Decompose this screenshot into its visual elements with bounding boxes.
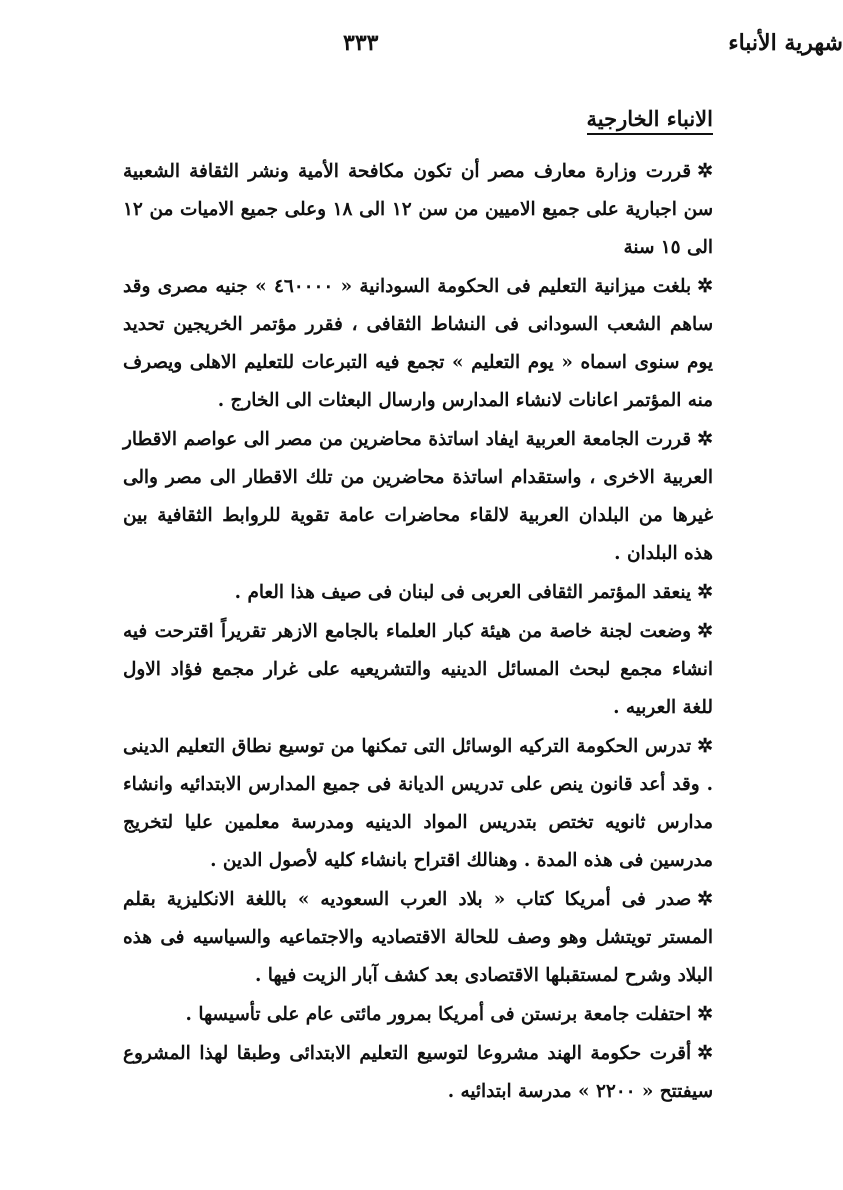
- bullet-star-icon: ✲: [697, 581, 713, 603]
- news-item: [123, 612, 713, 727]
- bullet-star-icon: ✲: [697, 160, 713, 182]
- bullet-star-icon: ✲: [697, 428, 713, 450]
- news-item: [123, 420, 713, 573]
- news-item-text: ينعقد المؤتمر الثقافى العربى فى لبنان فى صيف هذا العام .: [234, 582, 692, 603]
- section-heading: الانباء الخارجية: [587, 106, 713, 135]
- bullet-star-icon: ✲: [697, 735, 713, 757]
- news-item: [123, 267, 713, 420]
- news-item-text: قررت وزارة معارف مصر أن تكون مكافحة الأمية ونشر الثقافة الشعبية سن اجبارية على جميع الاميين من سن ١٢ الى ١٨ وعلى جميع الاميات من ١٢ الى ١٥ سنة: [123, 161, 713, 258]
- news-item-text: بلغت ميزانية التعليم فى الحكومة السودانية « ٤٦٠٠٠٠ » جنيه مصرى وقد ساهم الشعب السودانى فى النشاط الثقافى ، فقرر مؤتمر الخريجين تحديد يوم سنوى اسماه « يوم التعليم » تجمع فيه التبرعات للتعليم الاهلى ويصرف منه المؤتمر اعانات لانشاء المدارس وارسال البعثات الى الخارج .: [123, 276, 713, 411]
- bullet-star-icon: ✲: [697, 1003, 713, 1025]
- news-item: [123, 995, 713, 1034]
- bullet-star-icon: ✲: [697, 1042, 713, 1064]
- news-item: [123, 880, 713, 995]
- news-item: [123, 1034, 713, 1111]
- news-item-text: أقرت حكومة الهند مشروعا لتوسيع التعليم الابتدائى وطبقا لهذا المشروع سيفتتح « ٢٢٠٠ » مدرسة ابتدائيه .: [123, 1043, 713, 1102]
- bullet-star-icon: ✲: [697, 275, 713, 297]
- news-item-text: احتفلت جامعة برنستن فى أمريكا بمرور مائتى عام على تأسيسها .: [185, 1004, 692, 1025]
- page-header: [343, 30, 843, 64]
- news-item: [123, 152, 713, 267]
- news-item-text: تدرس الحكومة التركيه الوسائل التى تمكنها من توسيع نطاق التعليم الدينى . وقد أعد قانون ينص على تدريس الديانة فى جميع المدارس الابتدائيه وانشاء مدارس ثانويه تختص بتدريس المواد الدينيه ومدرسة معلمين عليا لتخريج مدرسين فى هذه المدة . وهنالك اقتراح بانشاء كليه لأصول الدين .: [123, 736, 713, 871]
- bullet-star-icon: ✲: [697, 620, 713, 642]
- news-item: [123, 573, 713, 612]
- news-item: [123, 727, 713, 880]
- page-number: ٣٣٣: [343, 30, 379, 56]
- running-title: شهرية الأنباء: [728, 30, 843, 56]
- news-item-text: صدر فى أمريكا كتاب « بلاد العرب السعوديه » باللغة الانكليزية بقلم المستر تويتشل وهو وصف للحالة الاقتصاديه والاجتماعيه والسياسيه فى هذه البلاد وشرح لمستقبلها الاقتصادى بعد كشف آبار الزيت فيها .: [123, 889, 713, 986]
- news-items: [123, 152, 713, 1111]
- news-item-text: وضعت لجنة خاصة من هيئة كبار العلماء بالجامع الازهر تقريراً اقترحت فيه انشاء مجمع لبحث المسائل الدينيه والتشريعيه على غرار مجمع فؤاد الاول للغة العربيه .: [123, 621, 713, 718]
- news-item-text: قررت الجامعة العربية ايفاد اساتذة محاضرين من مصر الى عواصم الاقطار العربية الاخرى ، واستقدام اساتذة محاضرين من تلك الاقطار الى مصر والى غيرها من البلدان العربية لالقاء محاضرات عامة تقوية للروابط الثقافية بين هذه البلدان .: [123, 429, 713, 564]
- bullet-star-icon: ✲: [697, 888, 713, 910]
